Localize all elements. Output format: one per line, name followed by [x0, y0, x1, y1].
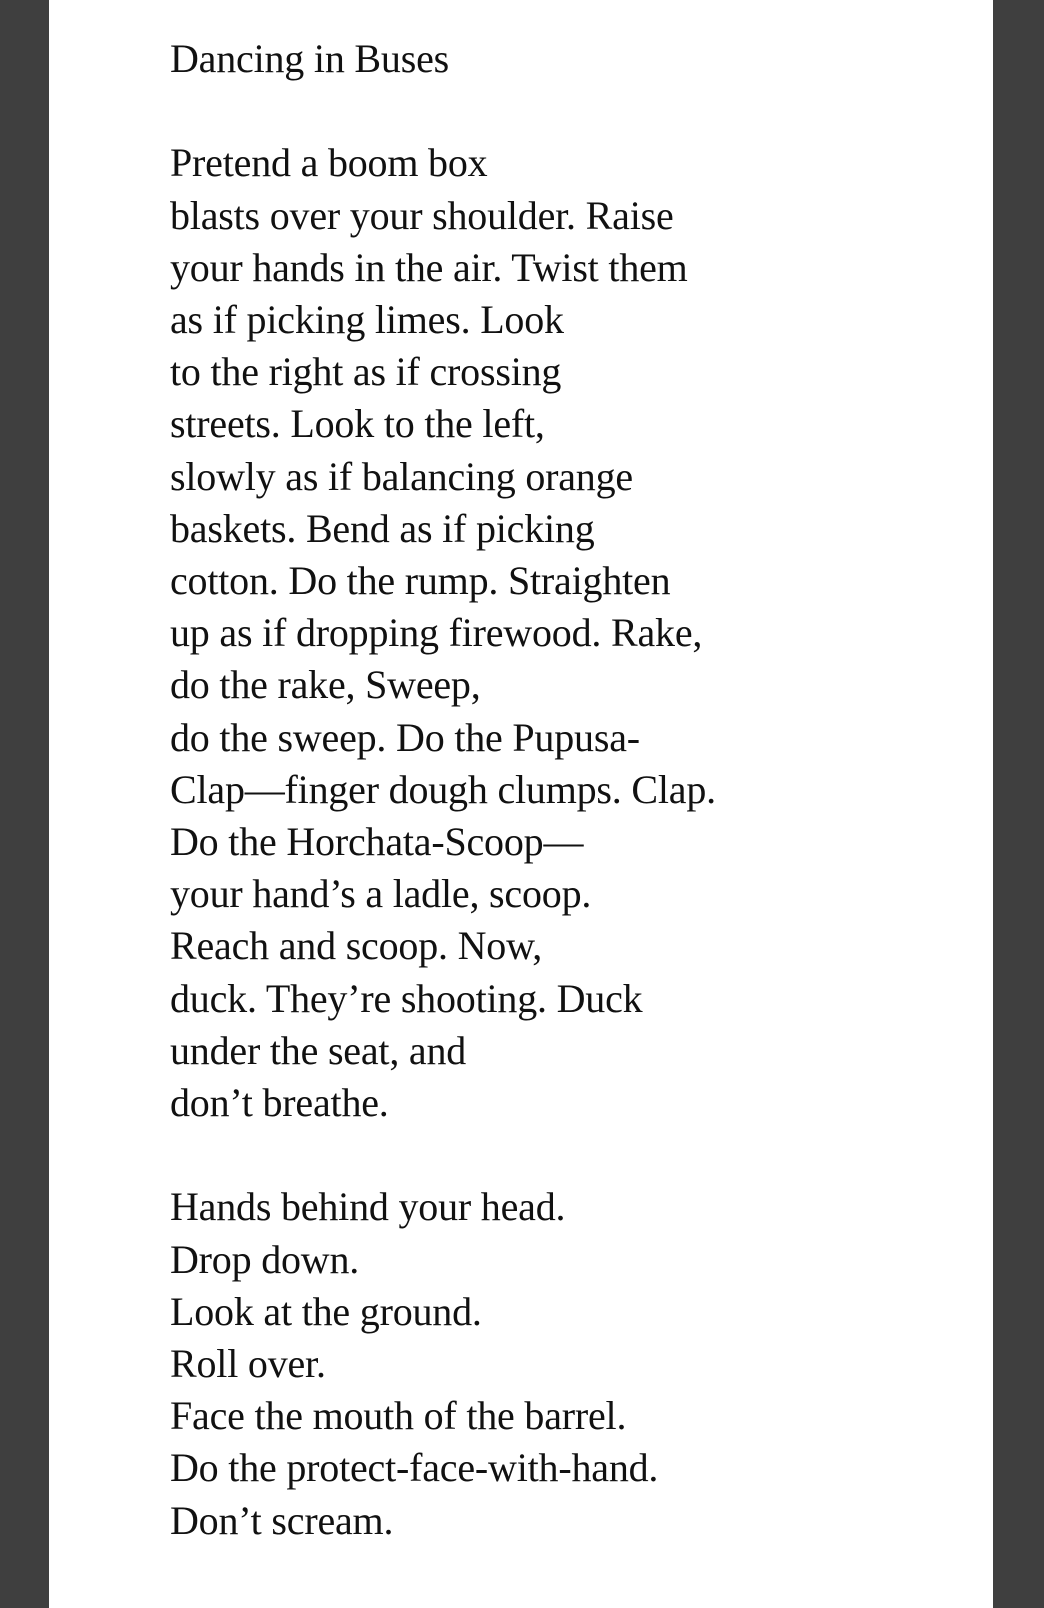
- poem-line: Roll over.: [170, 1341, 326, 1387]
- poem-line: up as if dropping firewood. Rake,: [170, 610, 703, 656]
- poem-line: to the right as if crossing: [170, 349, 562, 395]
- poem-line: do the rake, Sweep,: [170, 662, 481, 708]
- poem-line: cotton. Do the rump. Straighten: [170, 558, 671, 604]
- poem-line: Do the Horchata-Scoop—: [170, 819, 584, 865]
- poem-line: Clap—finger dough clumps. Clap.: [170, 766, 716, 812]
- poem-line: don’t breathe.: [170, 1080, 389, 1126]
- poem-line: baskets. Bend as if picking: [170, 505, 595, 551]
- poem-line: Pretend a boom box: [170, 140, 488, 186]
- stanza-1: [170, 137, 970, 1129]
- poem-line: duck. They’re shooting. Duck: [170, 975, 643, 1021]
- poem-line: Face the mouth of the barrel.: [170, 1393, 627, 1439]
- poem-line: Drop down.: [170, 1236, 360, 1282]
- poem: [170, 33, 970, 1547]
- poem-line: streets. Look to the left,: [170, 401, 545, 447]
- poem-line: Look at the ground.: [170, 1288, 482, 1334]
- poem-line: blasts over your shoulder. Raise: [170, 192, 674, 238]
- poem-line: your hand’s a ladle, scoop.: [170, 871, 592, 917]
- poem-title: Dancing in Buses: [170, 36, 449, 81]
- poem-line: Reach and scoop. Now,: [170, 923, 542, 969]
- stanza-2: [170, 1181, 970, 1546]
- poem-line: Hands behind your head.: [170, 1184, 566, 1230]
- poem-line: Do the protect-face-with-hand.: [170, 1445, 659, 1491]
- poem-line: Don’t scream.: [170, 1497, 394, 1543]
- poem-line: slowly as if balancing orange: [170, 453, 633, 499]
- poem-line: under the seat, and: [170, 1027, 467, 1073]
- poem-line: as if picking limes. Look: [170, 297, 564, 342]
- poem-line: your hands in the air. Twist them: [170, 244, 688, 290]
- document-page: [49, 0, 993, 1608]
- poem-line: do the sweep. Do the Pupusa-: [170, 714, 640, 760]
